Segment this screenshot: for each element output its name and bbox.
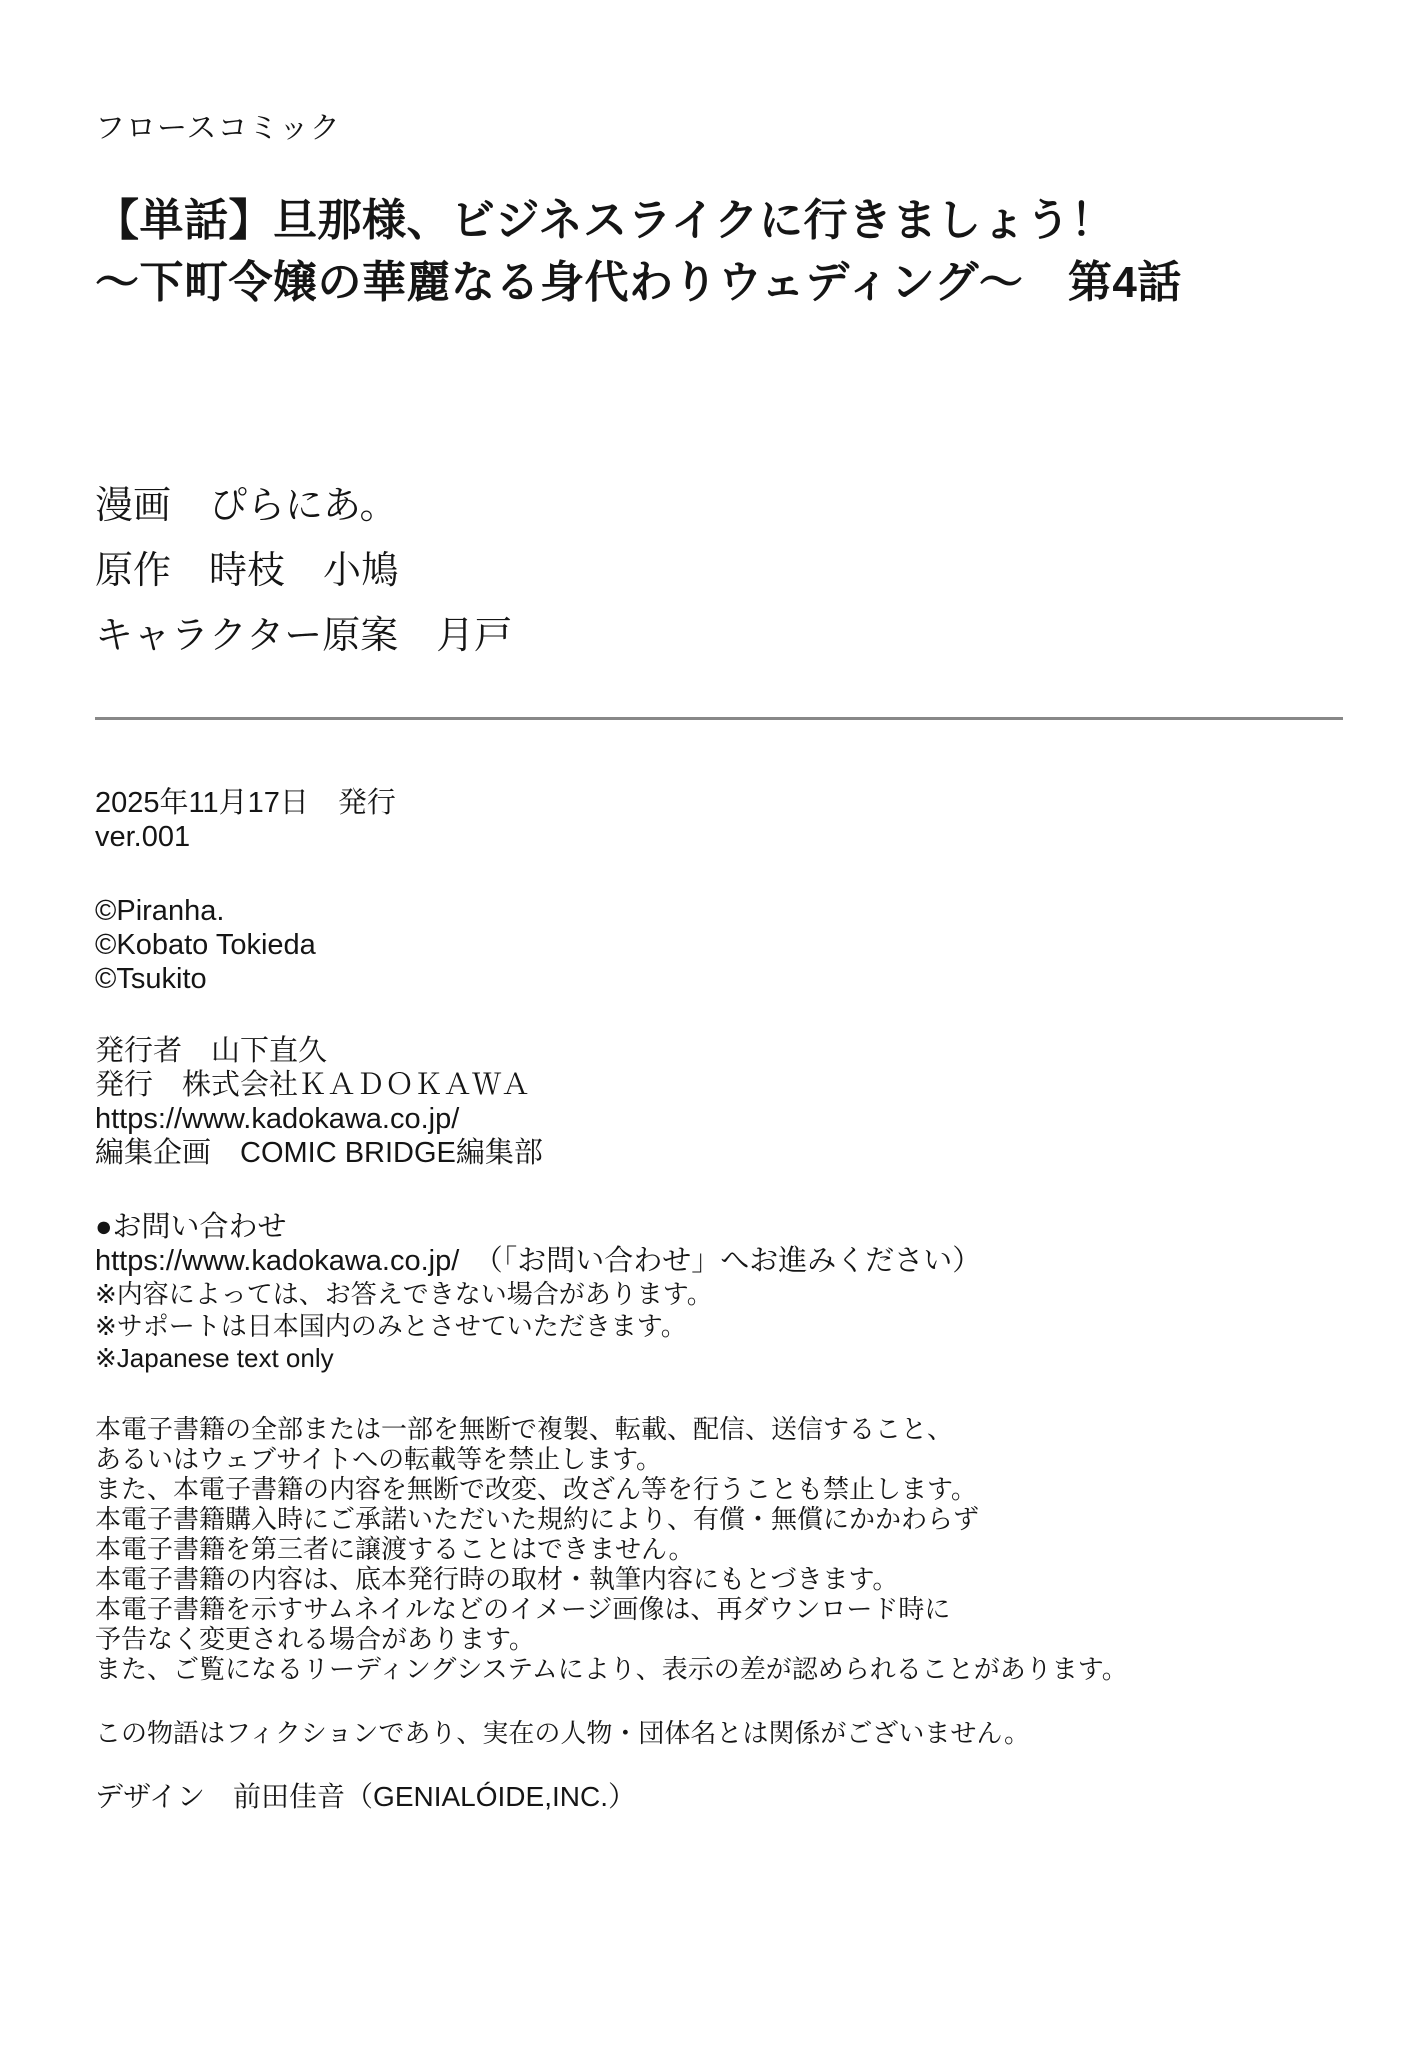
- contact-note: ※Japanese text only: [95, 1343, 334, 1373]
- publisher-person: 発行者 山下直久: [95, 1035, 328, 1067]
- publication-info: [95, 786, 1338, 854]
- book-title-line1: 【単話】旦那様、ビジネスライクに行きましょう！: [95, 196, 1115, 245]
- legal-line: 本電子書籍の内容は、底本発行時の取材・執筆内容にもとづきます。: [95, 1564, 899, 1594]
- fiction-disclaimer: この物語はフィクションであり、実在の人物・団体名とは関係がございません。: [95, 1718, 1030, 1748]
- publisher-info: [95, 1034, 1338, 1170]
- publication-version: ver.001: [95, 821, 191, 853]
- credit-character-design: キャラクター原案 月戸: [95, 615, 513, 657]
- credits: [95, 474, 1338, 669]
- publication-date: 2025年11月17日 発行: [95, 787, 396, 819]
- copyright-line: ©Kobato Tokieda: [95, 929, 316, 961]
- contact-section: [95, 1210, 1338, 1374]
- legal-line: あるいはウェブサイトへの転載等を禁止します。: [95, 1444, 663, 1474]
- book-title-line2: ～下町令嬢の華麗なる身代わりウェディング～ 第4話: [95, 258, 1182, 307]
- contact-note: ※サポートは日本国内のみとさせていただきます。: [95, 1311, 687, 1341]
- legal-notice: [95, 1414, 1338, 1684]
- contact-heading: ●お問い合わせ: [95, 1211, 287, 1243]
- publisher-company: 発行 株式会社ＫＡＤＯＫＡＷＡ: [95, 1069, 531, 1101]
- design-credit: デザイン 前田佳音（GENIALÓIDE,INC.）: [95, 1781, 636, 1812]
- copyright-notices: [95, 894, 1338, 996]
- legal-line: 本電子書籍購入時にご承諾いただいた規約により、有償・無償にかかわらず: [95, 1504, 980, 1534]
- contact-url: https://www.kadokawa.co.jp/ （「お問い合わせ」へお進みください）: [95, 1245, 982, 1277]
- publisher-editorial: 編集企画 COMIC BRIDGE編集部: [95, 1137, 543, 1169]
- copyright-line: ©Piranha.: [95, 895, 225, 927]
- book-title: [95, 190, 1338, 314]
- legal-line: 本電子書籍を示すサムネイルなどのイメージ画像は、再ダウンロード時に: [95, 1594, 951, 1624]
- legal-line: また、ご覧になるリーディングシステムにより、表示の差が認められることがあります。: [95, 1654, 1128, 1684]
- legal-line: また、本電子書籍の内容を無断で改変、改ざん等を行うことも禁止します。: [95, 1474, 977, 1504]
- contact-note: ※内容によっては、お答えできない場合があります。: [95, 1279, 713, 1309]
- credit-art: 漫画 ぴらにあ。: [95, 485, 398, 527]
- publisher-url: https://www.kadokawa.co.jp/: [95, 1103, 460, 1135]
- legal-line: 予告なく変更される場合があります。: [95, 1624, 535, 1654]
- legal-line: 本電子書籍を第三者に譲渡することはできません。: [95, 1534, 695, 1564]
- imprint-label: フロースコミック: [95, 112, 341, 145]
- legal-line: 本電子書籍の全部または一部を無断で複製、転載、配信、送信すること、: [95, 1414, 954, 1444]
- divider-rule: [95, 717, 1343, 720]
- copyright-line: ©Tsukito: [95, 963, 207, 995]
- credit-story: 原作 時枝 小鳩: [95, 550, 400, 592]
